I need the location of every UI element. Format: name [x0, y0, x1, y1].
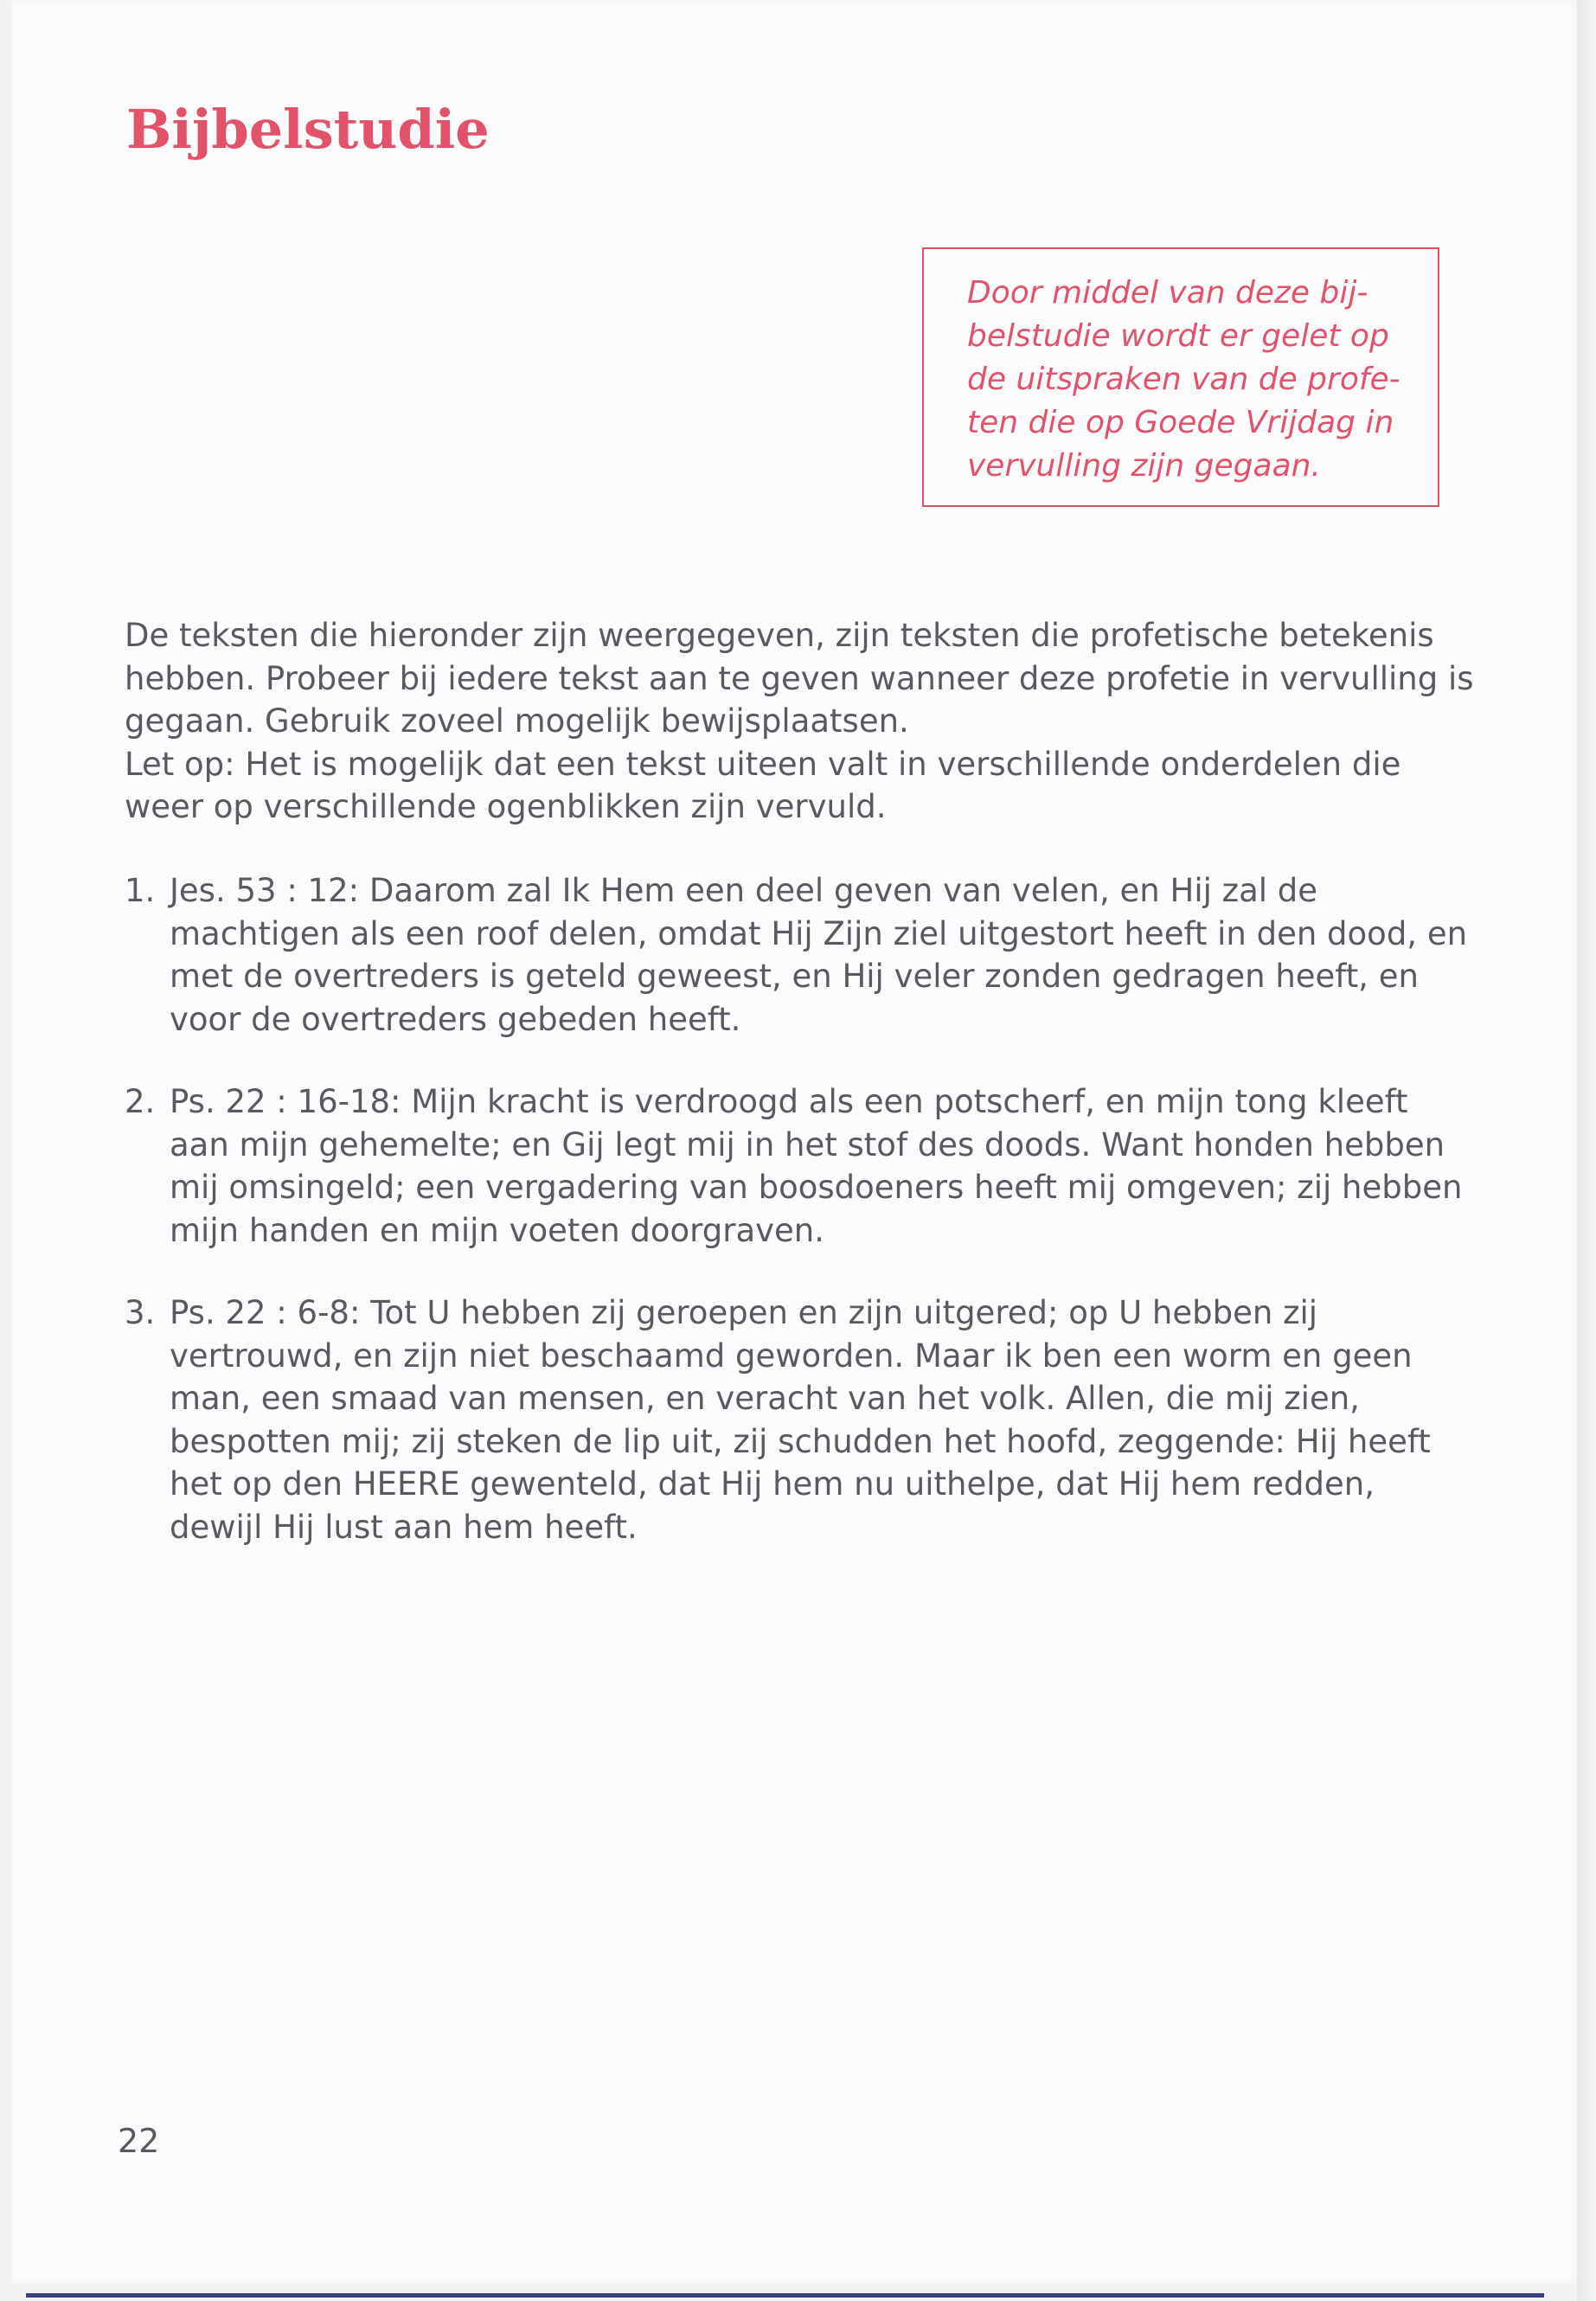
item-text: Ps. 22 : 16-18: Mijn kracht is verdroogd als een potscherf, en mijn tong kleeft aan mijn gehemelte; en Gij legt mij in het stof des doods. Want honden hebben mij omsingeld; een vergadering van boosdoeners heeft mij omgeven; zij hebben mijn handen en mijn voeten doorgraven. — [170, 1083, 1463, 1249]
bottom-border — [26, 2293, 1544, 2298]
callout-line: vervulling zijn gegaan. — [967, 448, 1321, 484]
intro-text — [125, 614, 1474, 829]
list-item — [125, 869, 1474, 1041]
callout-box — [922, 247, 1439, 507]
item-number: 3. — [125, 1294, 156, 1331]
page-edge — [1577, 0, 1596, 2301]
item-number: 2. — [125, 1083, 156, 1120]
callout-line: de uitspraken van de profe- — [967, 362, 1401, 397]
item-text: Jes. 53 : 12: Daarom zal Ik Hem een deel geven van velen, en Hij zal de machtigen als een roof delen, omdat Hij Zijn ziel uitgestort heeft in den dood, en met de overtreders is geteld geweest, en Hij veler zonden gedragen heeft, en voor de overtreders gebeden heeft. — [170, 872, 1468, 1038]
callout-line: Door middel van deze bij- — [967, 275, 1368, 311]
page-number: 22 — [118, 2122, 160, 2160]
callout-line: ten die op Goede Vrijdag in — [967, 405, 1394, 440]
list-item — [125, 1292, 1474, 1548]
page-title: Bijbelstudie — [126, 98, 490, 161]
intro-note: Let op: Het is mogelijk dat een tekst uiteen valt in verschillende onderdelen die weer op verschillende ogenblikken zijn vervuld. — [125, 745, 1401, 825]
item-number: 1. — [125, 872, 156, 909]
callout-line: belstudie wordt er gelet op — [967, 318, 1389, 354]
list-item — [125, 1080, 1474, 1252]
intro-paragraph: De teksten die hieronder zijn weergegeven, zijn teksten die profetische betekenis hebben. Probeer bij iedere tekst aan te geven wanneer deze profetie in vervulling is gegaan. Gebruik zoveel mogelijk bewijsplaatsen. — [125, 617, 1474, 740]
text-list — [125, 869, 1474, 1548]
item-text: Ps. 22 : 6-8: Tot U hebben zij geroepen en zijn uitgered; op U hebben zij vertrouwd, en zijn niet beschaamd geworden. Maar ik ben een worm en geen man, een smaad van mensen, en veracht van het volk. Allen, die mij zien, bespotten mij; zij steken de lip uit, zij schudden het hoofd, zeggende: Hij heeft het op den HEERE gewenteld, dat Hij hem nu uithelpe, dat Hij hem redden, dewijl Hij lust aan hem heeft. — [170, 1294, 1431, 1546]
